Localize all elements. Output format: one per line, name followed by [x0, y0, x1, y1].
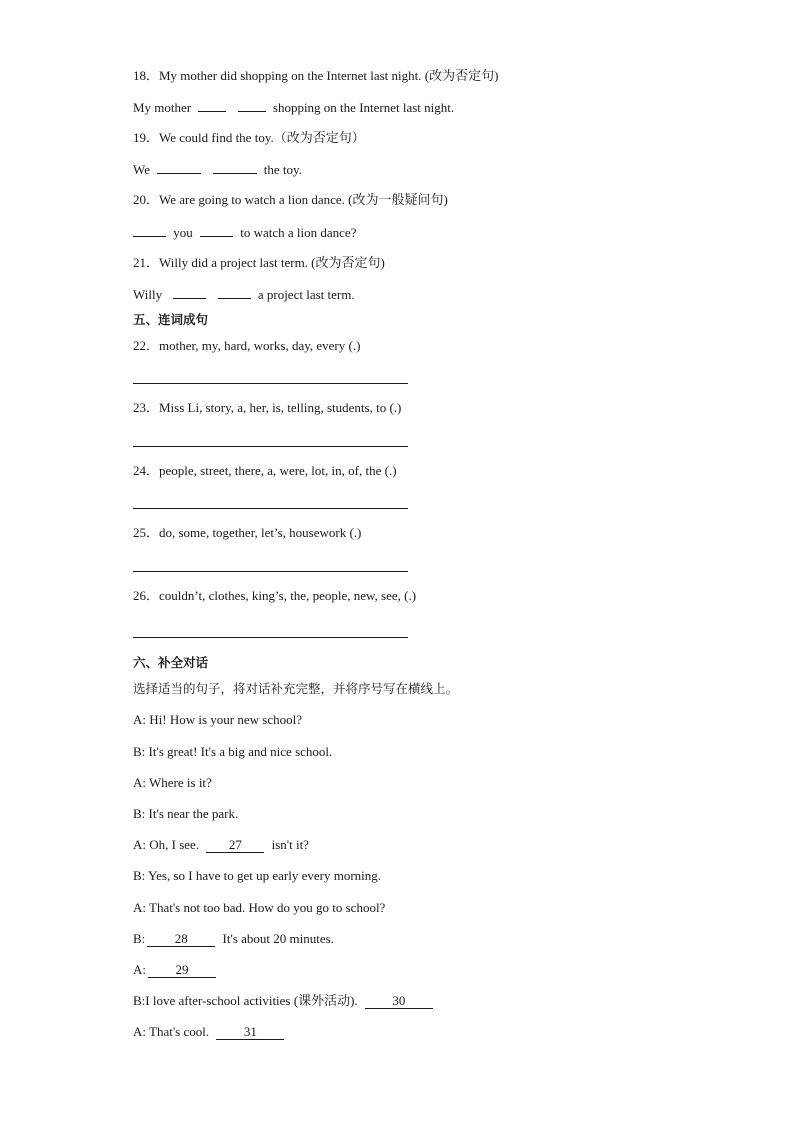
- section-5-title: 五、连词成句: [133, 312, 209, 327]
- question-26-prompt: 26．couldn’t, clothes, king’s, the, people, new, see, (.): [133, 588, 417, 603]
- question-23-answer-line[interactable]: [133, 446, 408, 447]
- question-24-prompt: 24．people, street, there, a, were, lot, in, of, the (.): [133, 463, 397, 478]
- dialogue-line: B: 28 It's about 20 minutes.: [133, 931, 334, 946]
- answer-blank[interactable]: [218, 286, 251, 299]
- question-20-answer: you to watch a lion dance?: [133, 224, 356, 241]
- answer-blank[interactable]: [198, 99, 226, 112]
- dialogue-line: A: That's cool. 31: [133, 1024, 288, 1040]
- dialogue-line: B: Yes, so I have to get up early every morning.: [133, 868, 382, 883]
- question-25-answer-line[interactable]: [133, 571, 408, 572]
- dialogue-line: B: It's near the park.: [133, 806, 239, 821]
- section-6-instruction: 选择适当的句子，将对话补充完整，并将序号写在横线上。: [133, 681, 459, 696]
- blank-27[interactable]: 27: [206, 838, 264, 853]
- dialogue-line: A: That's not too bad. How do you go to school?: [133, 900, 386, 915]
- question-24-answer-line[interactable]: [133, 508, 408, 509]
- blank-29[interactable]: 29: [148, 963, 216, 978]
- question-22-prompt: 22．mother, my, hard, works, day, every (.): [133, 338, 361, 353]
- question-18-prompt: 18．My mother did shopping on the Internet last night. (改为否定句): [133, 68, 499, 83]
- question-20-prompt: 20．We are going to watch a lion dance. (改为一般疑问句): [133, 192, 448, 207]
- answer-blank[interactable]: [157, 161, 201, 174]
- question-21-prompt: 21．Willy did a project last term. (改为否定句): [133, 255, 385, 270]
- dialogue-line: A: Where is it?: [133, 775, 212, 790]
- answer-blank[interactable]: [213, 161, 257, 174]
- blank-28[interactable]: 28: [147, 932, 215, 947]
- question-19-prompt: 19．We could find the toy.（改为否定句）: [133, 130, 365, 145]
- dialogue-line: A: Oh, I see. 27 isn't it?: [133, 837, 309, 852]
- answer-blank[interactable]: [238, 99, 266, 112]
- answer-blank[interactable]: [133, 224, 166, 237]
- question-21-answer: Willy a project last term.: [133, 287, 355, 302]
- dialogue-line: B:I love after-school activities (课外活动). 30: [133, 993, 437, 1009]
- question-26-answer-line[interactable]: [133, 637, 408, 638]
- answer-blank[interactable]: [173, 286, 206, 299]
- dialogue-line: A: Hi! How is your new school?: [133, 712, 302, 727]
- question-25-prompt: 25．do, some, together, let’s, housework (.): [133, 525, 362, 540]
- question-22-answer-line[interactable]: [133, 383, 408, 384]
- question-19-answer: We the toy.: [133, 162, 302, 177]
- dialogue-line: A: 29: [133, 962, 220, 978]
- question-18-answer: My mother shopping on the Internet last night.: [133, 100, 455, 115]
- dialogue-line: B: It's great! It's a big and nice school.: [133, 744, 333, 759]
- blank-31[interactable]: 31: [216, 1025, 284, 1040]
- blank-30[interactable]: 30: [365, 994, 433, 1009]
- section-6-title: 六、补全对话: [133, 655, 209, 670]
- question-23-prompt: 23．Miss Li, story, a, her, is, telling, students, to (.): [133, 400, 402, 415]
- answer-blank[interactable]: [200, 224, 233, 237]
